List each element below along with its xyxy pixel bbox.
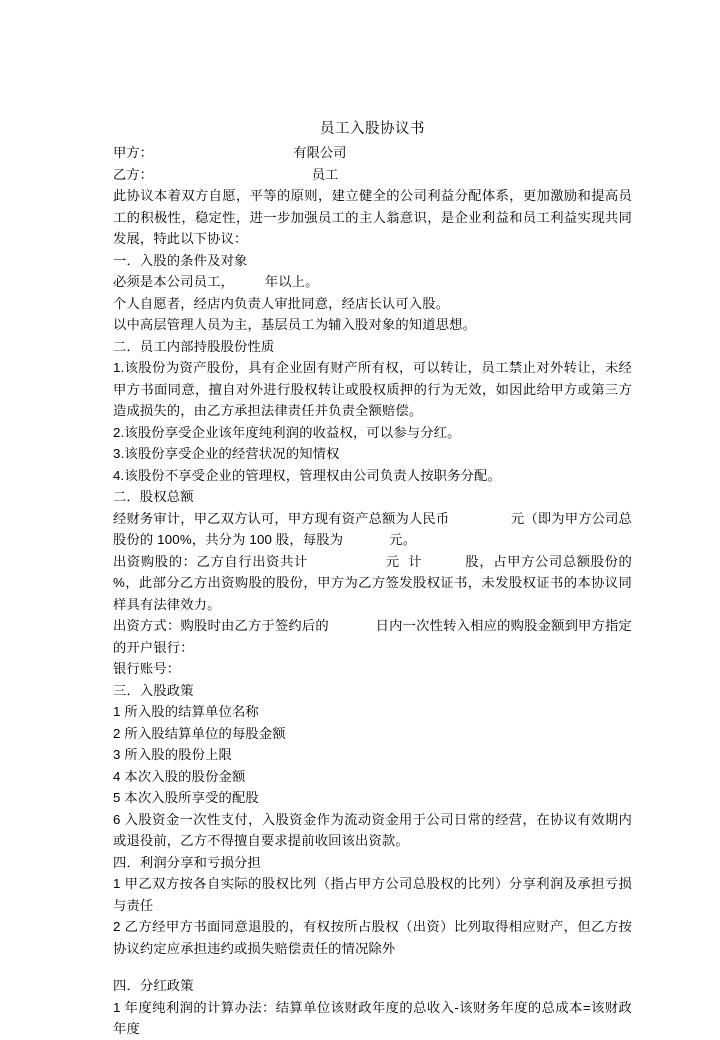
section-heading: 四．利润分享和亏损分担: [113, 854, 261, 870]
paragraph: 必须是本公司员工， 年以上。: [113, 274, 319, 289]
section-spacer: [113, 959, 632, 975]
party-value-a: 有限公司: [293, 145, 347, 160]
party-row-a: [113, 142, 632, 164]
paragraph: 4.该股份不享受企业的管理权，管理权由公司负责人按职务分配。: [113, 467, 501, 483]
party-pad-b: [153, 167, 312, 182]
list-item: 1 甲乙双方按各自实际的股权比列（指占甲方公司总股权的比列）分享利润及承担亏损与责任: [113, 876, 632, 913]
party-label-a: 甲方：: [113, 145, 153, 160]
list-item: 3 所入股的股份上限: [113, 747, 232, 762]
paragraph: 3.该股份享受企业的经营状况的知情权: [113, 446, 340, 461]
section-heading: 四．分红政策: [113, 978, 194, 993]
paragraph: 经财务审计，甲乙双方认可，甲方现有资产总额为人民币 元（即为甲方公司总股份的 100%，共分为 100 股，每股为 元。: [113, 510, 632, 547]
paragraph: 银行账号：: [113, 661, 181, 676]
party-label-b: 乙方：: [113, 166, 153, 182]
section-heading: 一．入股的条件及对象: [113, 252, 248, 268]
list-item: 4 本次入股的股份金额: [113, 768, 246, 784]
party-pad-a: [153, 145, 293, 160]
list-item: 2 乙方经甲方书面同意退股的，有权按所占股权（出资）比列取得相应财产，但乙方按协议约定应承担违约或损失赔偿责任的情况除外: [113, 919, 632, 956]
party-row-b: [113, 164, 632, 186]
list-item: 1 年度纯利润的计算办法：结算单位该财政年度的总收入-该财务年度的总成本=该财政年度: [113, 999, 632, 1036]
list-item: 2 所入股结算单位的每股金额: [113, 725, 286, 741]
section-heading: 三．入股政策: [113, 682, 194, 698]
paragraph: 个人自愿者，经店内负责人审批同意，经店长认可入股。: [113, 295, 450, 311]
paragraph: 2.该股份享受企业该年度纯利润的收益权，可以参与分红。: [113, 424, 461, 440]
party-value-b: 员工: [311, 166, 339, 182]
page-title: 员工入股协议书: [320, 121, 425, 137]
paragraph: 以中高层管理人员为主，基层员工为辅入股对象的知道思想。: [113, 317, 477, 332]
list-item: 5 本次入股所享受的配股: [113, 790, 259, 805]
section-heading: 二．股权总额: [113, 489, 194, 504]
list-item: 6 入股资金一次性支付，入股资金作为流动资金用于公司日常的经营，在协议有效期内或退役前，乙方不得擅自要求提前收回该出资款。: [113, 811, 632, 848]
section-heading: 二．员工内部持股股份性质: [113, 338, 275, 354]
list-item: 1 所入股的结算单位名称: [113, 704, 259, 719]
paragraph: 此协议本着双方自愿，平等的原则，建立健全的公司利益分配体系，更加激励和提高员工的积极性，稳定性，进一步加强员工的主人翁意识，是企业利益和员工利益实现共同发展，特此以下协议：: [113, 188, 632, 246]
paragraph: 1.该股份为资产股份，具有企业固有财产所有权，可以转让，员工禁止对外转让，未经甲方书面同意，擅自对外进行股权转让或股权质押的行为无效，如因此给甲方或第三方造成损失的，由乙方承担法律责任并负责全额赔偿。: [113, 360, 632, 418]
paragraph: 出资方式：购股时由乙方于签约后的 日内一次性转入相应的购股金额到甲方指定的开户银行：: [113, 618, 632, 655]
paragraph: 出资购股的：乙方自行出资共计 元 计 股，占甲方公司总额股份的 %，此部分乙方出资购股的股份，甲方为乙方签发股权证书，未发股权证书的本协议同样具有法律效力。: [113, 553, 671, 612]
